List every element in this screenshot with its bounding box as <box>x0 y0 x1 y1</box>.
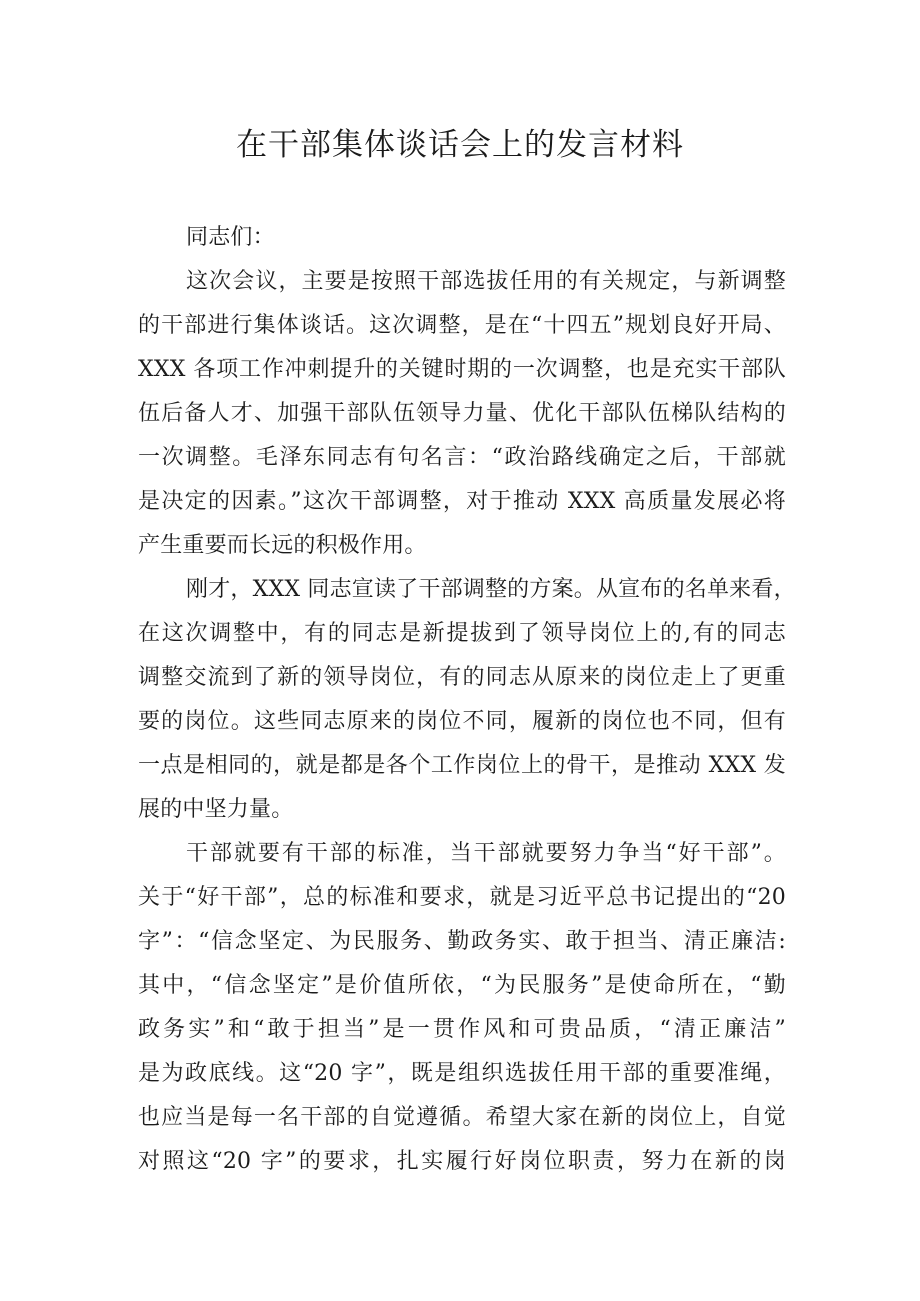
paragraph-3-line-1: 干部就要有干部的标准，当干部就要努力争当“好干部”。 <box>186 841 786 866</box>
paragraph-3-line-6: 是为政底线。这“20 字”，既是组织选拔任用干部的重要准绳， <box>138 1061 786 1086</box>
paragraph-3-line-5: 政务实”和“敢于担当”是一贯作风和可贵品质，“清正廉洁” <box>138 1017 786 1042</box>
paragraph-2-line-5: 一点是相同的，就是都是各个工作岗位上的骨干，是推动 XXX 发 <box>138 753 786 778</box>
paragraph-1-line-7: 产生重要而长远的积极作用。 <box>138 533 427 558</box>
greeting: 同志们： <box>186 225 275 250</box>
paragraph-3-line-4: 其中，“信念坚定”是价值所依，“为民服务”是使命所在，“勤 <box>138 973 786 998</box>
paragraph-1-line-1: 这次会议，主要是按照干部选拔任用的有关规定，与新调整 <box>186 269 786 294</box>
paragraph-1-line-4: 伍后备人才、加强干部队伍领导力量、优化干部队伍梯队结构的 <box>138 401 786 426</box>
document-title: 在干部集体谈话会上的发言材料 <box>236 127 684 163</box>
paragraph-3-line-2: 关于“好干部”，总的标准和要求，就是习近平总书记提出的“20 <box>138 885 786 910</box>
paragraph-3-line-3: 字”：“信念坚定、为民服务、勤政务实、敢于担当、清正廉洁: <box>138 929 786 954</box>
paragraph-1-line-2: 的干部进行集体谈话。这次调整，是在“十四五”规划良好开局、 <box>138 313 786 338</box>
paragraph-3-line-8: 对照这“20 字”的要求，扎实履行好岗位职责，努力在新的岗 <box>138 1149 786 1174</box>
paragraph-1-line-5: 一次调整。毛泽东同志有句名言：“政治路线确定之后，干部就 <box>138 445 786 470</box>
paragraph-2-line-2: 在这次调整中，有的同志是新提拔到了领导岗位上的,有的同志 <box>138 621 786 646</box>
document-body <box>138 216 796 1184</box>
paragraph-1-line-6: 是决定的因素。”这次干部调整，对于推动 XXX 高质量发展必将 <box>138 489 786 514</box>
paragraph-2-line-6: 展的中坚力量。 <box>138 797 294 822</box>
paragraph-2-line-1: 刚才，XXX 同志宣读了干部调整的方案。从宣布的名单来看， <box>186 577 796 602</box>
paragraph-1-line-3: XXX 各项工作冲刺提升的关键时期的一次调整，也是充实干部队 <box>138 357 786 382</box>
paragraph-3-line-7: 也应当是每一名干部的自觉遵循。希望大家在新的岗位上，自觉 <box>138 1105 786 1130</box>
paragraph-2-line-3: 调整交流到了新的领导岗位，有的同志从原来的岗位走上了更重 <box>138 665 786 690</box>
paragraph-2-line-4: 要的岗位。这些同志原来的岗位不同，履新的岗位也不同，但有 <box>138 709 786 734</box>
